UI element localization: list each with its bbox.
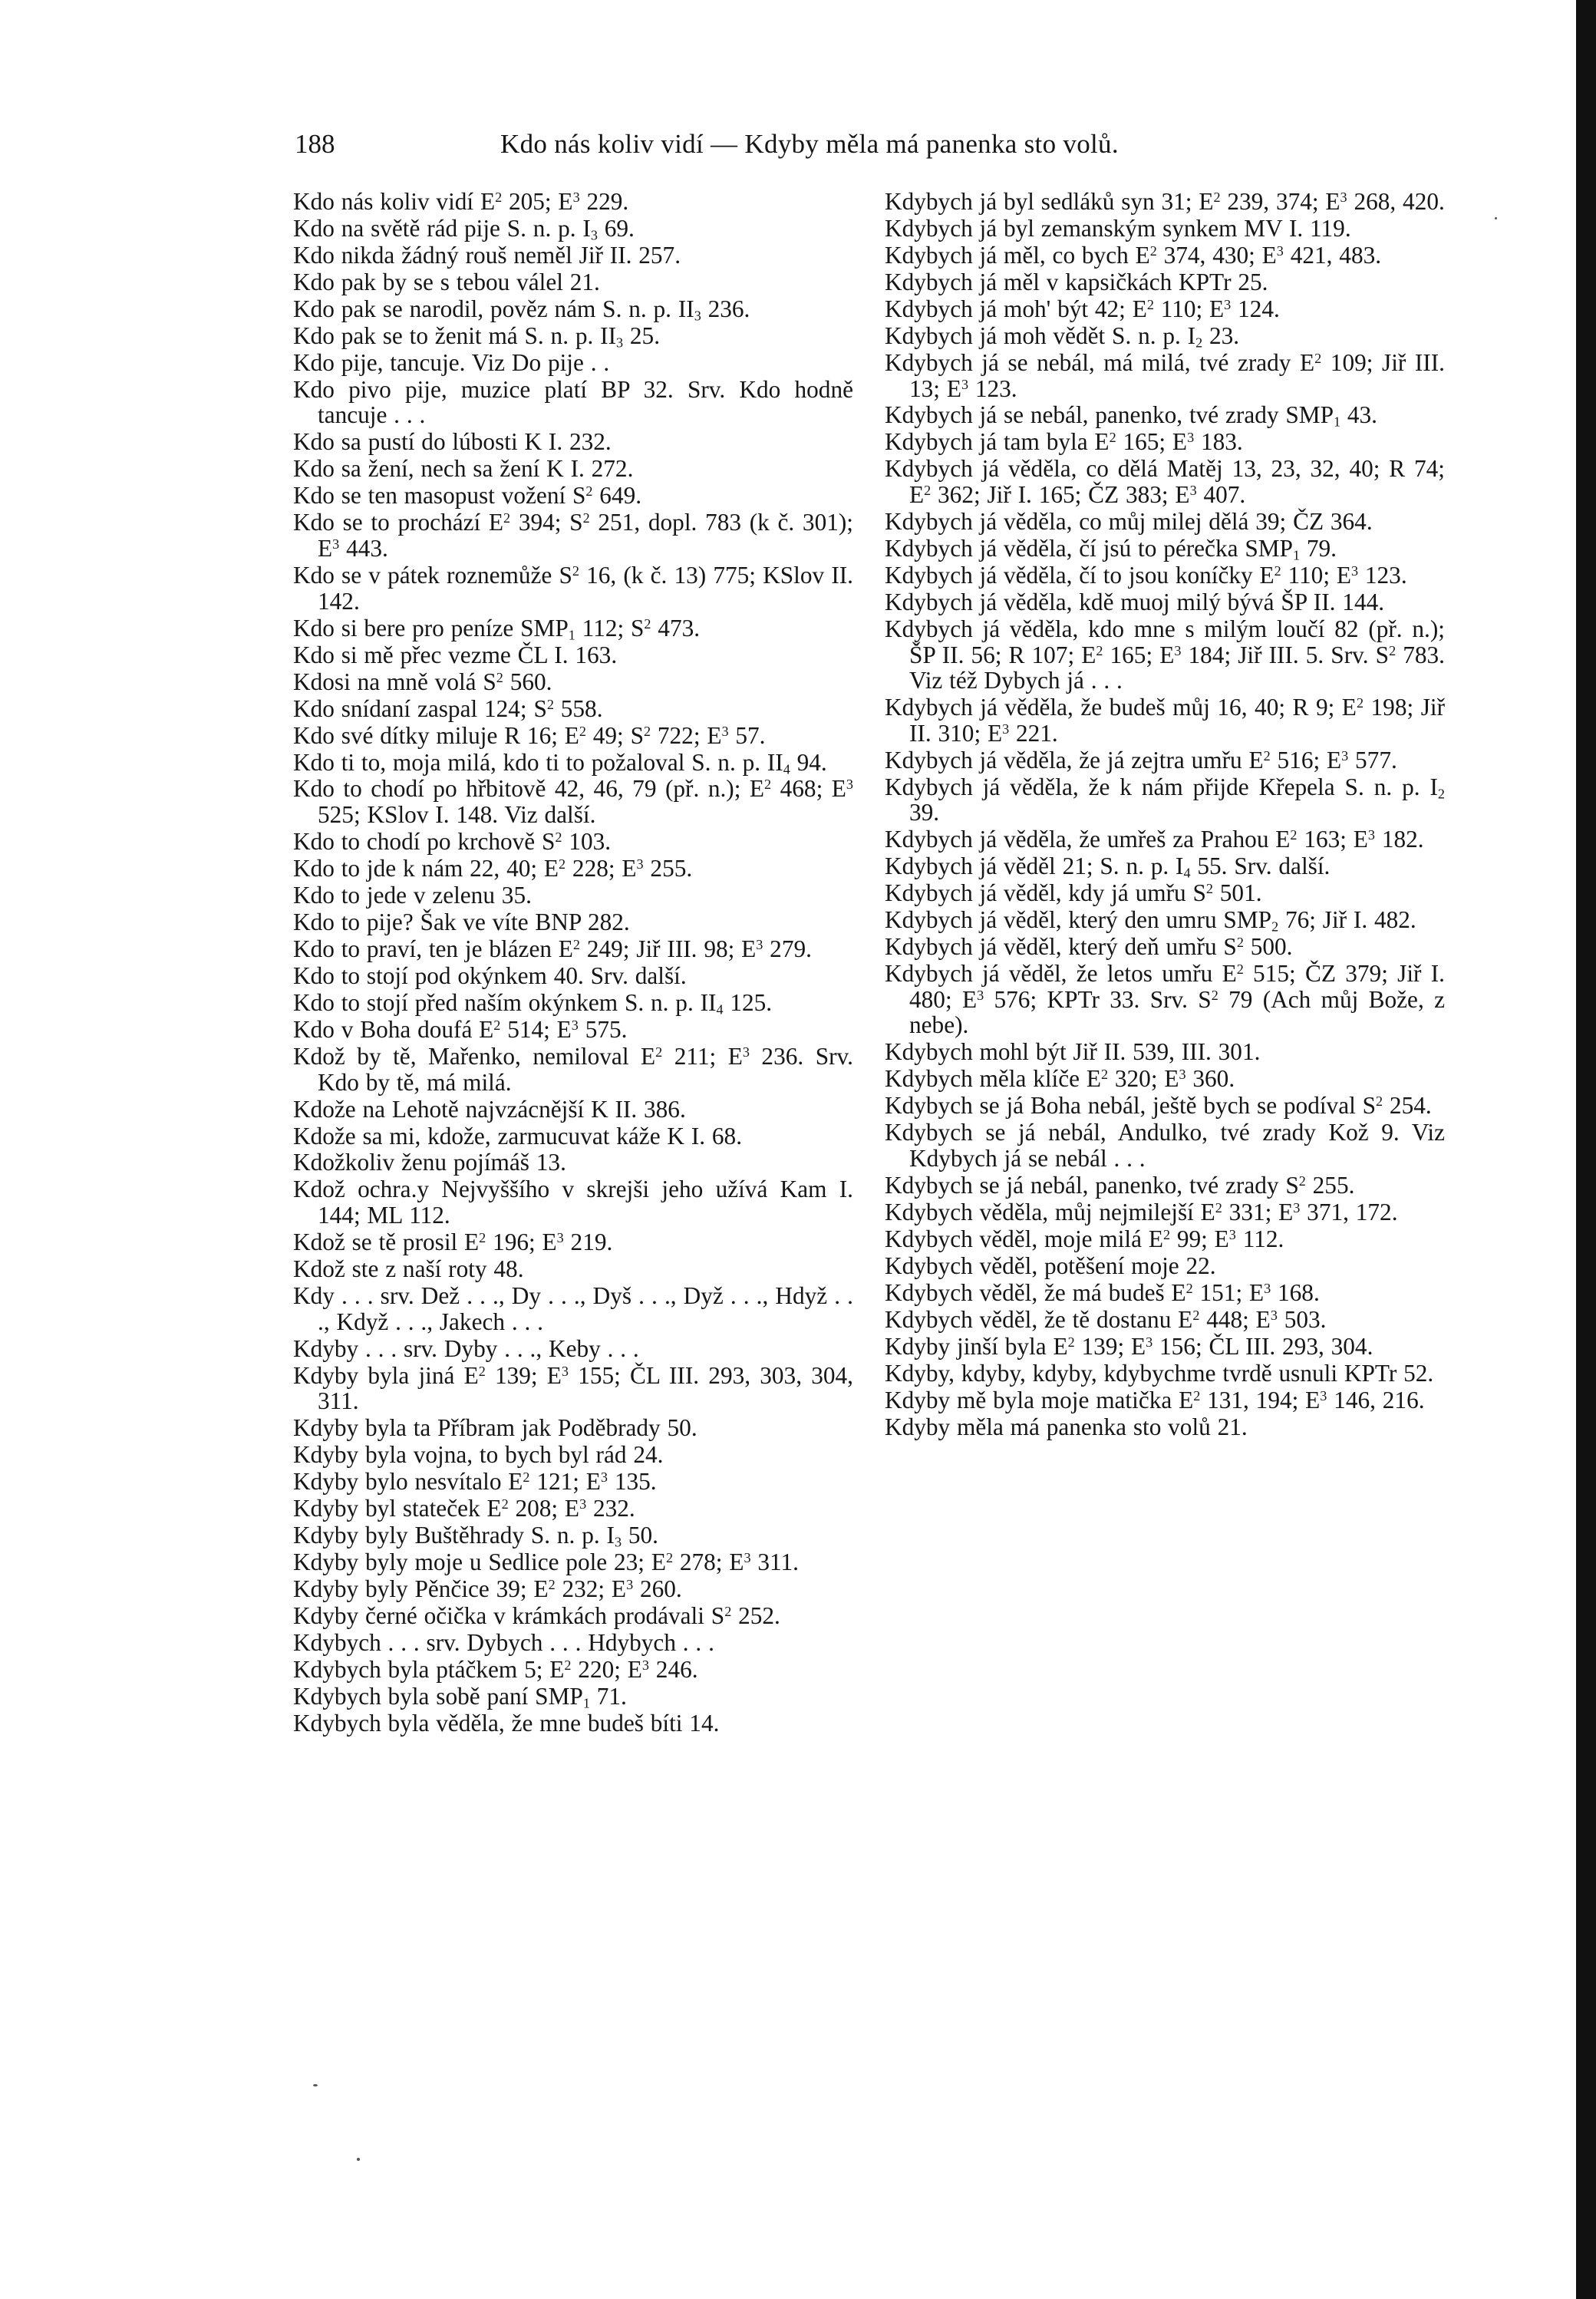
index-entry: Kdože na Lehotě najvzácnější K II. 386. xyxy=(293,1095,686,1123)
index-entry: Kdo na světě rád pije S. n. p. $I_3$ 69. xyxy=(293,214,635,243)
print-speck xyxy=(1495,217,1497,219)
index-entry: Kdybych já věděl, který deň umřu $S^2$ 500. xyxy=(885,933,1293,961)
index-entry: Kdyby mě byla moje matička $E^2$ 131, 194; $E^3$ 146, 216. xyxy=(885,1386,1425,1413)
index-entry: Kdybych . . . srv. Dybych . . . Hdybych . . . xyxy=(293,1629,714,1657)
page-edge-shadow xyxy=(1576,0,1596,2299)
index-entry: Kdybych věděl, moje milá $E^2$ 99; $E^3$ 112. xyxy=(885,1225,1284,1252)
index-entry: Kdo pivo pije, muzice platí BP 32. Srv. Kdo hodně tancuje . . . xyxy=(293,375,853,429)
index-entry: Kdybych mohl být Jiř II. 539, III. 301. xyxy=(885,1038,1261,1066)
index-entry: Kdož se tě prosil $E^2$ 196; $E^3$ 219. xyxy=(293,1229,613,1256)
index-entry: Kdybych byla sobě paní $SMP_1$ 71. xyxy=(293,1683,627,1711)
index-entry: Kdož ochra.y Nejvyššího v skrejši jeho užívá Kam I. 144; ML 112. xyxy=(293,1176,853,1229)
index-entry: Kdybych já věděl, že letos umřu $E^2$ 515; ČZ 379; Jiř I. 480; $E^3$ 576; KPTr 33. Srv. $S^2$ 79 (Ach můj Bože, z nebe). xyxy=(885,960,1445,1039)
index-entry: Kdybych věděl, že má budeš $E^2$ 151; $E^3$ 168. xyxy=(885,1278,1320,1306)
index-entry: Kdybych já byl sedláků syn 31; $E^2$ 239, 374; $E^3$ 268, 420. xyxy=(885,188,1445,215)
index-entry: Kdož by tě, Mařenko, nemiloval $E^2$ 211; $E^3$ 236. Srv. Kdo by tě, má milá. xyxy=(293,1042,853,1096)
index-column-right xyxy=(885,189,1445,1441)
index-entry: Kdož ste z naší roty 48. xyxy=(293,1255,524,1283)
index-entry: Kdybych já věděl, kdy já umřu $S^2$ 501. xyxy=(885,879,1262,907)
index-entry: Kdybych já měl v kapsičkách KPTr 25. xyxy=(885,268,1268,295)
index-entry: Kdybych já věděla, kdo mne s milým loučí 82 (př. n.); ŠP II. 56; R 107; $E^2$ 165; $E^3$ 184; Jiř III. 5. Srv. $S^2$ 783. Viz též Dybych já . . . xyxy=(885,615,1445,694)
index-entry: Kdybych já věděla, že umřeš za Prahou $E^2$ 163; $E^3$ 182. xyxy=(885,826,1424,853)
index-entry: Kdybych se já nebál, panenko, tvé zrady $S^2$ 255. xyxy=(885,1171,1355,1199)
index-entry: Kdybych byla ptáčkem 5; $E^2$ 220; $E^3$ 246. xyxy=(293,1656,698,1684)
index-entry: Kdybych já se nebál, má milá, tvé zrady $E^2$ 109; Jiř III. 13; $E^3$ 123. xyxy=(885,348,1445,402)
index-entry: Kdybych já věděl, který den umru $SMP_2$ 76; Jiř I. 482. xyxy=(885,906,1416,935)
index-entry: Kdybych já moh vědět S. n. p. $I_2$ 23. xyxy=(885,322,1240,351)
index-entry: Kdyby . . . srv. Dyby . . ., Keby . . . xyxy=(293,1334,639,1362)
index-entry: Kdo nás koliv vidí $E^2$ 205; $E^3$ 229. xyxy=(293,188,629,215)
index-entry: Kdyby byl stateček $E^2$ 208; $E^3$ 232. xyxy=(293,1495,635,1522)
index-entry: Kdo v Boha doufá $E^2$ 514; $E^3$ 575. xyxy=(293,1015,628,1043)
index-entry: Kdyby měla má panenka sto volů 21. xyxy=(885,1413,1248,1440)
index-entry: Kdo to chodí po krchově $S^2$ 103. xyxy=(293,828,612,856)
index-entry: Kdo to jede v zelenu 35. xyxy=(293,882,532,909)
index-entry: Kdyby bylo nesvítalo $E^2$ 121; $E^3$ 135. xyxy=(293,1468,657,1496)
index-entry: Kdo si bere pro peníze $SMP_1$ 112; $S^2$ 473. xyxy=(293,614,701,643)
index-entry: Kdo si mě přec vezme ČL I. 163. xyxy=(293,641,618,668)
index-entry: Kdybych já věděla, čí jsú to pérečka $SMP_1$ 79. xyxy=(885,535,1337,563)
index-entry: Kdyby, kdyby, kdyby, kdybychme tvrdě usnuli KPTr 52. xyxy=(885,1359,1434,1387)
index-entry: Kdo to stojí pod okýnkem 40. Srv. další. xyxy=(293,961,687,989)
index-entry: Kdo pak se to ženit má S. n. p. $II_3$ 25. xyxy=(293,322,661,351)
index-entry: Kdybych já moh' být 42; $E^2$ 110; $E^3$ 124. xyxy=(885,295,1280,322)
index-entry: Kdo nikda žádný rouš neměl Jiř II. 257. xyxy=(293,241,681,269)
index-entry: Kdyby jinší byla $E^2$ 139; $E^3$ 156; ČL III. 293, 304. xyxy=(885,1332,1373,1360)
index-entry: Kdyby byly Buštěhrady S. n. p. $I_3$ 50. xyxy=(293,1522,658,1550)
index-entry: Kdybych já byl zemanským synkem MV I. 119. xyxy=(885,214,1351,242)
index-entry: Kdo se v pátek roznemůže $S^2$ 16, (k č. 13) 775; KSlov II. 142. xyxy=(293,562,853,615)
index-entry: Kdybych měla klíče $E^2$ 320; $E^3$ 360. xyxy=(885,1065,1235,1093)
index-entry: Kdybych se já Boha nebál, ještě bych se podíval $S^2$ 254. xyxy=(885,1092,1432,1120)
index-entry: Kdyby byla jiná $E^2$ 139; $E^3$ 155; ČL III. 293, 303, 304, 311. xyxy=(293,1361,853,1415)
index-entry: Kdo ti to, moja milá, kdo ti to požaloval S. n. p. $II_4$ 94. xyxy=(293,748,827,777)
index-entry: Kdybych já věděla, co můj milej dělá 39; ČZ 364. xyxy=(885,508,1373,536)
index-entry: Kdože sa mi, kdože, zarmucuvat káže K I. 68. xyxy=(293,1122,743,1150)
page-header xyxy=(295,127,1249,161)
index-entry: Kdosi na mně volá $S^2$ 560. xyxy=(293,668,552,695)
index-entry: Kdo pije, tancuje. Viz Do pije . . xyxy=(293,348,610,376)
page-number: 188 xyxy=(295,129,335,159)
index-entry: Kdy . . . srv. Dež . . ., Dy . . ., Dyš . . ., Dyž . . ., Hdyž . . ., Když . . ., Jakech . . . xyxy=(293,1282,853,1335)
index-entry: Kdybych já se nebál, panenko, tvé zrady $SMP_1$ 43. xyxy=(885,401,1378,430)
index-entry: Kdo se ten masopust vožení $S^2$ 649. xyxy=(293,482,642,510)
index-entry: Kdo pak by se s tebou válel 21. xyxy=(293,268,600,295)
index-entry: Kdybych já věděla, že já zejtra umřu $E^2$ 516; $E^3$ 577. xyxy=(885,746,1397,773)
index-entry: Kdo se to prochází $E^2$ 394; $S^2$ 251, dopl. 783 (k č. 301); $E^3$ 443. xyxy=(293,509,853,562)
running-head: Kdo nás koliv vidí — Kdyby měla má panenka sto volů. xyxy=(500,129,1119,159)
index-entry: Kdyby byla ta Příbram jak Poděbrady 50. xyxy=(293,1414,697,1442)
index-entry: Kdyby byly Pěnčice 39; $E^2$ 232; $E^3$ 260. xyxy=(293,1575,682,1603)
index-entry: Kdo to pije? Šak ve víte BNP 282. xyxy=(293,909,630,936)
index-entry: Kdybych já věděla, co dělá Matěj 13, 23, 32, 40; R 74; $E^2$ 362; Jiř I. 165; ČZ 383; $E^3$ 407. xyxy=(885,455,1445,509)
index-entry: Kdo pak se narodil, pověz nám S. n. p. $II_3$ 236. xyxy=(293,295,750,324)
index-entry: Kdo snídaní zaspal 124; $S^2$ 558. xyxy=(293,694,603,722)
index-column-left xyxy=(293,189,853,1737)
index-entry: Kdybych věděl, že tě dostanu $E^2$ 448; $E^3$ 503. xyxy=(885,1305,1327,1333)
print-speck xyxy=(313,2084,318,2086)
index-entry: Kdo to chodí po hřbitově 42, 46, 79 (př. n.); $E^2$ 468; $E^3$ 525; KSlov I. 148. Viz další. xyxy=(293,775,853,829)
index-entry: Kdybych já měl, co bych $E^2$ 374, 430; $E^3$ 421, 483. xyxy=(885,241,1382,269)
index-entry: Kdybych já věděla, že budeš můj 16, 40; R 9; $E^2$ 198; Jiř II. 310; $E^3$ 221. xyxy=(885,694,1445,747)
index-entry: Kdyby byla vojna, to bych byl rád 24. xyxy=(293,1441,664,1469)
index-entry: Kdožkoliv ženu pojímáš 13. xyxy=(293,1149,566,1176)
index-entry: Kdybych já tam byla $E^2$ 165; $E^3$ 183. xyxy=(885,428,1243,456)
index-entry: Kdo to praví, ten je blázen $E^2$ 249; Jiř III. 98; $E^3$ 279. xyxy=(293,935,812,962)
index-entry: Kdo sa žení, nech sa žení K I. 272. xyxy=(293,455,634,483)
index-entry: Kdybych já věděl 21; S. n. p. $I_4$ 55. Srv. další. xyxy=(885,853,1331,881)
index-entry: Kdyby černé očička v krámkách prodávali $S^2$ 252. xyxy=(293,1602,780,1630)
index-entry: Kdybych já věděla, že k nám přijde Křepela S. n. p. $I_2$ 39. xyxy=(885,773,1445,826)
index-entry: Kdybych já věděla, čí to jsou koníčky $E^2$ 110; $E^3$ 123. xyxy=(885,562,1407,589)
index-entry: Kdybych byla věděla, že mne budeš bíti 14. xyxy=(293,1709,720,1737)
index-entry: Kdybych se já nebál, Andulko, tvé zrady Kož 9. Viz Kdybych já se nebál . . . xyxy=(885,1119,1445,1172)
print-speck xyxy=(357,2158,360,2161)
index-entry: Kdybych věděl, potěšení moje 22. xyxy=(885,1252,1216,1279)
index-entry: Kdybych já věděla, kdě muoj milý bývá ŠP II. 144. xyxy=(885,588,1385,615)
index-entry: Kdo to stojí před naším okýnkem S. n. p. $II_4$ 125. xyxy=(293,988,773,1018)
index-entry: Kdo své dítky miluje R 16; $E^2$ 49; $S^2$ 722; $E^3$ 57. xyxy=(293,721,766,749)
index-entry: Kdo sa pustí do lúbosti K I. 232. xyxy=(293,428,612,456)
index-entry: Kdyby byly moje u Sedlice pole 23; $E^2$ 278; $E^3$ 311. xyxy=(293,1549,799,1576)
index-entry: Kdo to jde k nám 22, 40; $E^2$ 228; $E^3$ 255. xyxy=(293,855,693,882)
index-entry: Kdybych věděla, můj nejmilejší $E^2$ 331; $E^3$ 371, 172. xyxy=(885,1198,1398,1225)
